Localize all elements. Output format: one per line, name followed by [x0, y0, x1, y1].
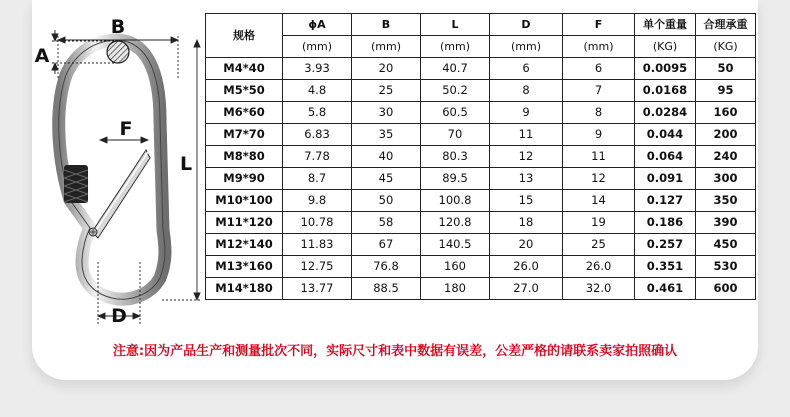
dim-label-a: A — [34, 45, 50, 67]
cell-b: 20 — [352, 58, 421, 80]
table-body — [206, 58, 756, 300]
cell-phi-a: 7.78 — [283, 146, 352, 168]
cell-model: M12*140 — [206, 234, 283, 256]
cell-load: 390 — [696, 212, 756, 234]
dim-label-l: L — [179, 153, 193, 175]
table-row — [206, 80, 756, 102]
cell-load: 300 — [696, 168, 756, 190]
cell-l: 40.7 — [421, 58, 490, 80]
cell-l: 60.5 — [421, 102, 490, 124]
cell-phi-a: 8.7 — [283, 168, 352, 190]
cell-model: M9*90 — [206, 168, 283, 190]
cell-l: 89.5 — [421, 168, 490, 190]
header-b: B — [352, 14, 421, 36]
cell-d: 13 — [490, 168, 563, 190]
spec-table — [205, 13, 756, 300]
cell-l: 80.3 — [421, 146, 490, 168]
cell-load: 200 — [696, 124, 756, 146]
unit-f: (mm) — [563, 36, 635, 58]
cell-load: 530 — [696, 256, 756, 278]
cell-f: 12 — [563, 168, 635, 190]
header-f: F — [563, 14, 635, 36]
cell-f: 8 — [563, 102, 635, 124]
unit-d: (mm) — [490, 36, 563, 58]
cell-model: M13*160 — [206, 256, 283, 278]
cell-model: M8*80 — [206, 146, 283, 168]
unit-weight: (KG) — [635, 36, 696, 58]
cell-d: 26.0 — [490, 256, 563, 278]
cell-b: 30 — [352, 102, 421, 124]
header-d: D — [490, 14, 563, 36]
unit-b: (mm) — [352, 36, 421, 58]
table-row — [206, 102, 756, 124]
table-row — [206, 58, 756, 80]
cell-load: 600 — [696, 278, 756, 300]
cell-weight: 0.0284 — [635, 102, 696, 124]
header-weight: 单个重量 — [635, 14, 696, 36]
table-row — [206, 168, 756, 190]
cell-phi-a: 9.8 — [283, 190, 352, 212]
cell-model: M5*50 — [206, 80, 283, 102]
cell-b: 88.5 — [352, 278, 421, 300]
cell-phi-a: 6.83 — [283, 124, 352, 146]
header-spec: 规格 — [206, 14, 283, 58]
header-l: L — [421, 14, 490, 36]
table-header — [206, 14, 756, 58]
dim-label-f: F — [119, 118, 133, 140]
wire-cross-section-icon — [107, 41, 129, 63]
cell-f: 25 — [563, 234, 635, 256]
cell-b: 58 — [352, 212, 421, 234]
cell-load: 350 — [696, 190, 756, 212]
cell-f: 7 — [563, 80, 635, 102]
cell-model: M11*120 — [206, 212, 283, 234]
cell-weight: 0.0095 — [635, 58, 696, 80]
cell-weight: 0.044 — [635, 124, 696, 146]
cell-load: 240 — [696, 146, 756, 168]
cell-b: 25 — [352, 80, 421, 102]
cell-d: 15 — [490, 190, 563, 212]
cell-phi-a: 3.93 — [283, 58, 352, 80]
cell-model: M14*180 — [206, 278, 283, 300]
cell-f: 19 — [563, 212, 635, 234]
cell-f: 9 — [563, 124, 635, 146]
table-row — [206, 212, 756, 234]
cell-weight: 0.091 — [635, 168, 696, 190]
cell-b: 35 — [352, 124, 421, 146]
cell-load: 95 — [696, 80, 756, 102]
cell-model: M10*100 — [206, 190, 283, 212]
dim-label-d: D — [111, 305, 127, 327]
cell-f: 14 — [563, 190, 635, 212]
cell-d: 6 — [490, 58, 563, 80]
table-row — [206, 146, 756, 168]
unit-phi-a: (mm) — [283, 36, 352, 58]
cell-model: M4*40 — [206, 58, 283, 80]
cell-f: 32.0 — [563, 278, 635, 300]
cell-b: 76.8 — [352, 256, 421, 278]
cell-load: 160 — [696, 102, 756, 124]
table-row — [206, 256, 756, 278]
cell-l: 100.8 — [421, 190, 490, 212]
table-row — [206, 234, 756, 256]
cell-f: 26.0 — [563, 256, 635, 278]
cell-load: 450 — [696, 234, 756, 256]
cell-load: 50 — [696, 58, 756, 80]
cell-phi-a: 10.78 — [283, 212, 352, 234]
cell-f: 11 — [563, 146, 635, 168]
cell-model: M7*70 — [206, 124, 283, 146]
cell-model: M6*60 — [206, 102, 283, 124]
cell-l: 140.5 — [421, 234, 490, 256]
cell-l: 180 — [421, 278, 490, 300]
cell-d: 18 — [490, 212, 563, 234]
cell-weight: 0.064 — [635, 146, 696, 168]
carabiner-diagram — [0, 0, 210, 340]
cell-weight: 0.186 — [635, 212, 696, 234]
cell-b: 50 — [352, 190, 421, 212]
unit-l: (mm) — [421, 36, 490, 58]
cell-phi-a: 11.83 — [283, 234, 352, 256]
cell-b: 40 — [352, 146, 421, 168]
cell-d: 12 — [490, 146, 563, 168]
disclaimer-note: 注意:因为产品生产和测量批次不同，实际尺寸和表中数据有误差，公差严格的请联系卖家拍照确认 — [112, 344, 678, 359]
table-row — [206, 190, 756, 212]
cell-phi-a: 4.8 — [283, 80, 352, 102]
knurled-nut-icon — [64, 165, 88, 203]
cell-weight: 0.127 — [635, 190, 696, 212]
cell-d: 27.0 — [490, 278, 563, 300]
cell-weight: 0.351 — [635, 256, 696, 278]
cell-d: 11 — [490, 124, 563, 146]
cell-d: 20 — [490, 234, 563, 256]
header-load: 合理承重 — [696, 14, 756, 36]
cell-l: 70 — [421, 124, 490, 146]
carabiner-shape — [59, 40, 165, 299]
cell-d: 8 — [490, 80, 563, 102]
cell-weight: 0.0168 — [635, 80, 696, 102]
cell-f: 6 — [563, 58, 635, 80]
header-phi-a: ϕA — [283, 14, 352, 36]
unit-load: (KG) — [696, 36, 756, 58]
cell-phi-a: 12.75 — [283, 256, 352, 278]
cell-l: 50.2 — [421, 80, 490, 102]
table-row — [206, 278, 756, 300]
cell-l: 160 — [421, 256, 490, 278]
cell-phi-a: 5.8 — [283, 102, 352, 124]
cell-b: 67 — [352, 234, 421, 256]
dim-label-b: B — [110, 16, 126, 38]
cell-b: 45 — [352, 168, 421, 190]
cell-weight: 0.461 — [635, 278, 696, 300]
cell-d: 9 — [490, 102, 563, 124]
table-row — [206, 124, 756, 146]
cell-l: 120.8 — [421, 212, 490, 234]
cell-weight: 0.257 — [635, 234, 696, 256]
cell-phi-a: 13.77 — [283, 278, 352, 300]
